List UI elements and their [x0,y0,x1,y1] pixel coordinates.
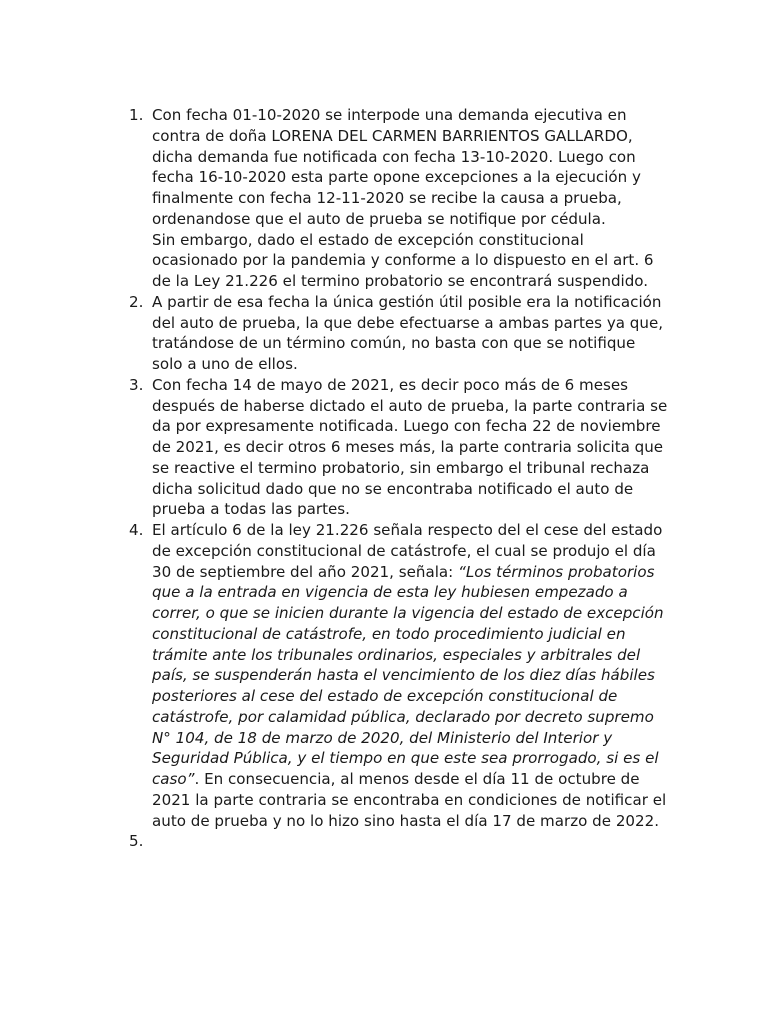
list-item-1-paragraph-1: Con fecha 01-10-2020 se interpode una demanda ejecutiva en contra de doña LORENA DEL CARMEN BARRIENTOS GALLARDO, dicha demanda fue notificada con fecha 13-10-2020. Luego con fecha 16-10-2020 esta parte opone excepciones a la ejecución y finalmente con fecha 12-11-2020 se recibe la causa a prueba, ordenandose que el auto de prueba se notifique por cédula. [152,106,641,228]
list-item-3 [129,375,668,520]
list-item-4 [129,520,668,831]
list-item-4-text [152,520,668,831]
list-number: 5. [129,832,144,851]
list-number: 2. [129,292,144,311]
list-item-5 [129,831,668,852]
list-item-4-text-after: . En consecuencia, al menos desde el día 11 de octubre de 2021 la parte contraria se encontraba en condiciones de notificar el auto de prueba y no lo hizo sino hasta el día 17 de marzo de 2022. [152,770,667,830]
list-number: 4. [129,521,144,540]
list-item-1 [129,105,668,292]
list-item-2 [129,292,668,375]
law-quote: “Los términos probatorios que a la entrada en vigencia de esta ley hubiesen empezado a correr, o que se inicien durante la vigencia del estado de excepción constitucional de catástrofe, en todo procedimiento judicial en trámite ante los tribunales ordinarios, especiales y arbitrales del país, se suspenderán hasta el vencimiento de los diez días hábiles posteriores al cese del estado de excepción constitucional de catástrofe, por calamidad pública, declarado por decreto supremo N° 104, de 18 de marzo de 2020, del Ministerio del Interior y Seguridad Pública, y el tiempo en que este sea prorrogado, si es el caso” [152,562,664,789]
list-item-5-text [152,831,668,852]
numbered-list [129,105,668,852]
list-item-1-paragraph-2: Sin embargo, dado el estado de excepción constitucional ocasionado por la pandemia y conforme a lo dispuesto en el art. 6 de la Ley 21.226 el termino probatorio se encontrará suspendido. [152,230,654,291]
list-item-3-text: Con fecha 14 de mayo de 2021, es decir poco más de 6 meses después de haberse dictado el auto de prueba, la parte contraria se da por expresamente notificada. Luego con fecha 22 de noviembre de 2021, es decir otros 6 meses más, la parte contraria solicita que se reactive el termino probatorio, sin embargo el tribunal rechaza dicha solicitud dado que no se encontraba notificado el auto de prueba a todas las partes. [152,375,668,519]
list-item-2-text: A partir de esa fecha la única gestión útil posible era la notificación del auto de prueba, la que debe efectuarse a ambas partes ya que, tratándose de un término común, no basta con que se notifique solo a uno de ellos. [152,292,664,374]
list-number: 1. [129,106,144,125]
list-item-4-text-before: El artículo 6 de la ley 21.226 señala respecto del el cese del estado de excepción constitucional de catástrofe, el cual se produjo el día 30 de septiembre del año 2021, señala: [152,521,663,581]
list-number: 3. [129,375,144,394]
